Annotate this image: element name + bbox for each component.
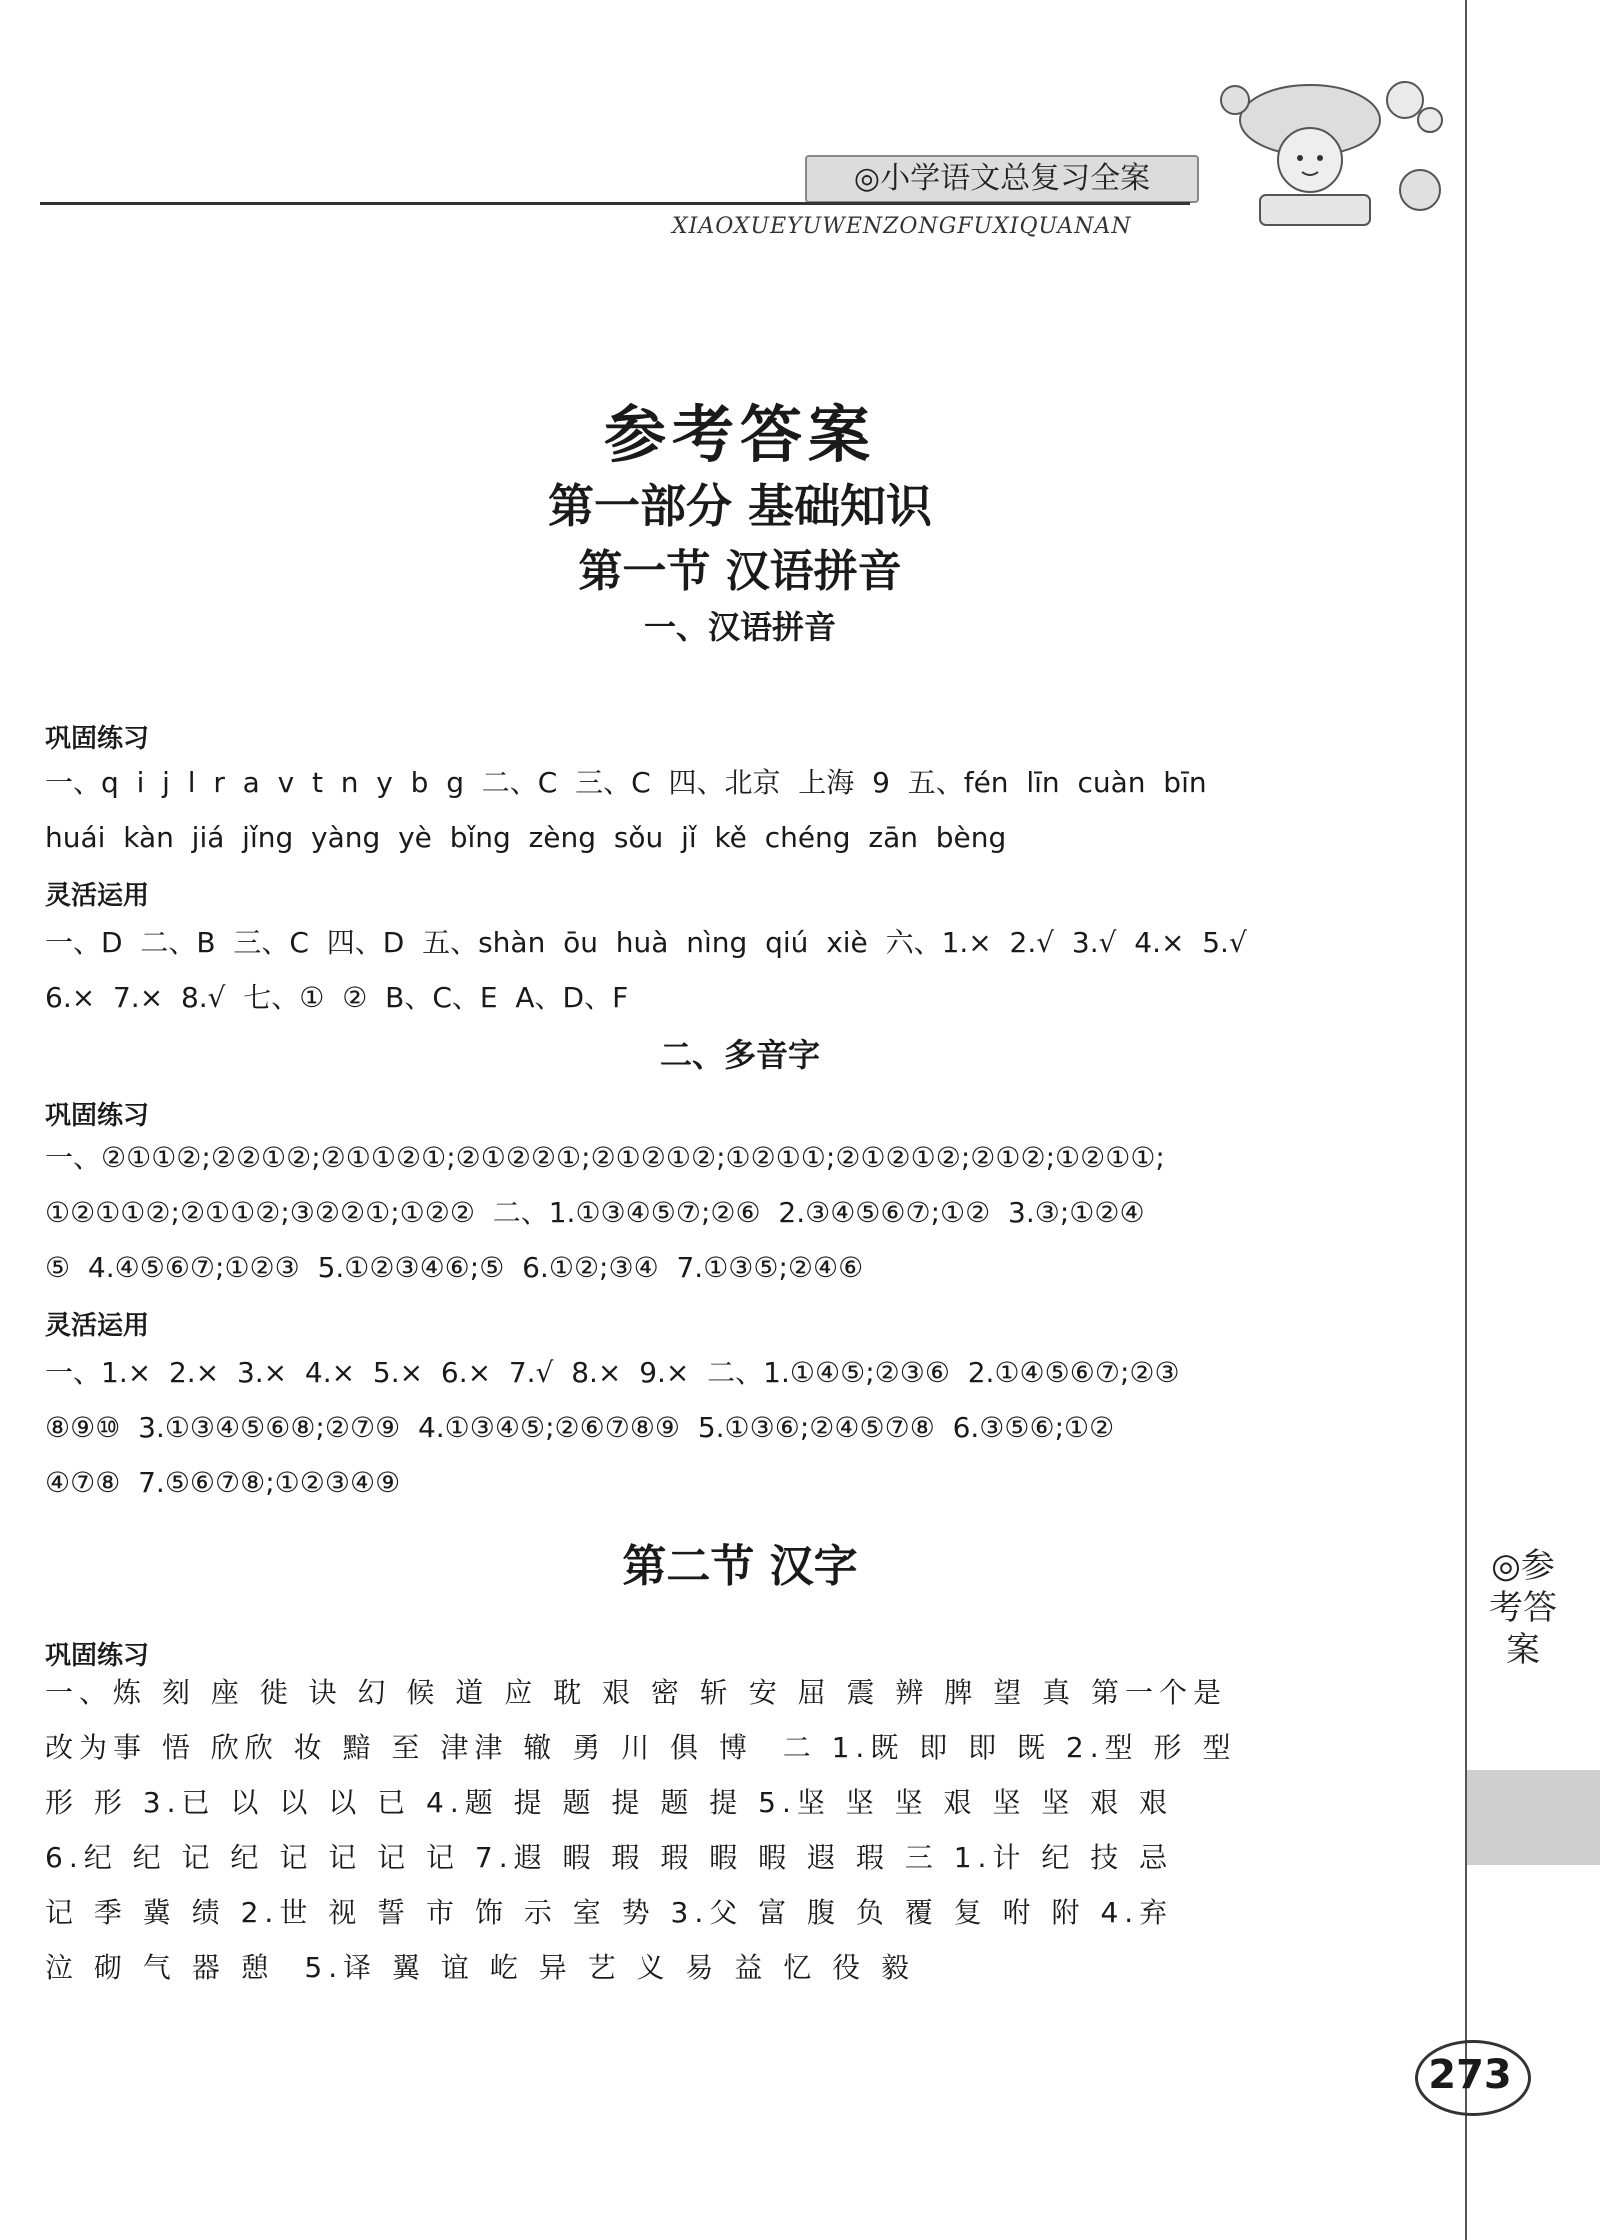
- book-title-pinyin: XIAOXUEYUWENZONGFUXIQUANAN: [672, 214, 1132, 239]
- hanzi-consolidate-line-1: 一、炼 刻 座 徙 诀 幻 候 道 应 耽 艰 密 斩 安 屈 震 辨 脾 望 真 第一个是: [45, 1676, 1228, 1709]
- polyphone-consolidate-line-2: ①②①①②;②①①②;③②②①;①②② 二、1.①③④⑤⑦;②⑥ 2.③④⑤⑥⑦;①② 3.③;①②④: [45, 1196, 1145, 1229]
- answer-key-title: 参考答案: [603, 398, 876, 471]
- pinyin-consolidate-line-2: huái kàn jiá jǐng yàng yè bǐng zèng sǒu jǐ kě chéng zān bèng: [45, 821, 1007, 854]
- section-title-hanzi: 第二节 汉字: [622, 1541, 858, 1592]
- pinyin-flexible-line-2: 6.× 7.× 8.√ 七、① ② B、C、E A、D、F: [45, 981, 629, 1014]
- polyphone-flexible-line-2: ⑧⑨⑩ 3.①③④⑤⑥⑧;②⑦⑨ 4.①③④⑤;②⑥⑦⑧⑨ 5.①③⑥;②④⑤⑦⑧ 6.③⑤⑥;①②: [45, 1411, 1115, 1444]
- subsection-title-polyphone: 二、多音字: [659, 1036, 820, 1074]
- label-consolidate: 巩固练习: [45, 1641, 150, 1671]
- label-flexible: 灵活运用: [45, 1311, 150, 1341]
- hanzi-consolidate-line-3: 形 形 3.已 以 以 以 已 4.题 提 题 提 题 提 5.坚 坚 坚 艰 坚 坚 艰 艰: [45, 1786, 1174, 1819]
- hanzi-consolidate-line-2: 改为事 悟 欣欣 妆 黯 至 津津 辙 勇 川 俱 博 二 1.既 即 即 既 2.型 形 型: [45, 1731, 1237, 1764]
- pinyin-flexible-line-1: 一、D 二、B 三、C 四、D 五、shàn ōu huà nìng qiú xiè 六、1.× 2.√ 3.√ 4.× 5.√: [45, 926, 1247, 959]
- section-title-pinyin: 第一节 汉语拼音: [578, 546, 902, 597]
- subsection-title-pinyin: 一、汉语拼音: [643, 608, 836, 646]
- side-band: [1467, 1770, 1600, 1865]
- book-title-banner: ◎小学语文总复习全案: [805, 155, 1199, 203]
- label-consolidate: 巩固练习: [45, 1101, 150, 1131]
- page-edge-line: [1465, 0, 1467, 2240]
- polyphone-flexible-line-3: ④⑦⑧ 7.⑤⑥⑦⑧;①②③④⑨: [45, 1466, 401, 1499]
- hanzi-consolidate-line-5: 记 季 冀 绩 2.世 视 誓 市 饰 示 室 势 3.父 富 腹 负 覆 复 咐 附 4.弃: [45, 1896, 1174, 1929]
- girl-reading-illustration: [1190, 60, 1460, 240]
- label-flexible: 灵活运用: [45, 881, 150, 911]
- hanzi-consolidate-line-6: 泣 砌 气 器 憩 5.译 翼 谊 屹 异 艺 义 易 益 忆 役 毅: [45, 1951, 916, 1984]
- side-tab-answer-key: ◎参考答案: [1489, 1546, 1557, 1670]
- page-number: 273: [1428, 2052, 1512, 2098]
- polyphone-flexible-line-1: 一、1.× 2.× 3.× 4.× 5.× 6.× 7.√ 8.× 9.× 二、1.①④⑤;②③⑥ 2.①④⑤⑥⑦;②③: [45, 1356, 1180, 1389]
- hanzi-consolidate-line-4: 6.纪 纪 记 纪 记 记 记 记 7.遐 暇 瑕 瑕 暇 暇 遐 瑕 三 1.计 纪 技 忌: [45, 1841, 1174, 1874]
- polyphone-consolidate-line-3: ⑤ 4.④⑤⑥⑦;①②③ 5.①②③④⑥;⑤ 6.①②;③④ 7.①③⑤;②④⑥: [45, 1251, 864, 1284]
- polyphone-consolidate-line-1: 一、②①①②;②②①②;②①①②①;②①②②①;②①②①②;①②①①;②①②①②;②①②;①②①①;: [45, 1141, 1165, 1174]
- pinyin-consolidate-line-1: 一、q i j l r a v t n y b g 二、C 三、C 四、北京 上海 9 五、fén līn cuàn bīn: [45, 766, 1207, 799]
- label-consolidate: 巩固练习: [45, 724, 150, 754]
- part-title: 第一部分 基础知识: [547, 479, 932, 533]
- header-divider: [40, 202, 1190, 205]
